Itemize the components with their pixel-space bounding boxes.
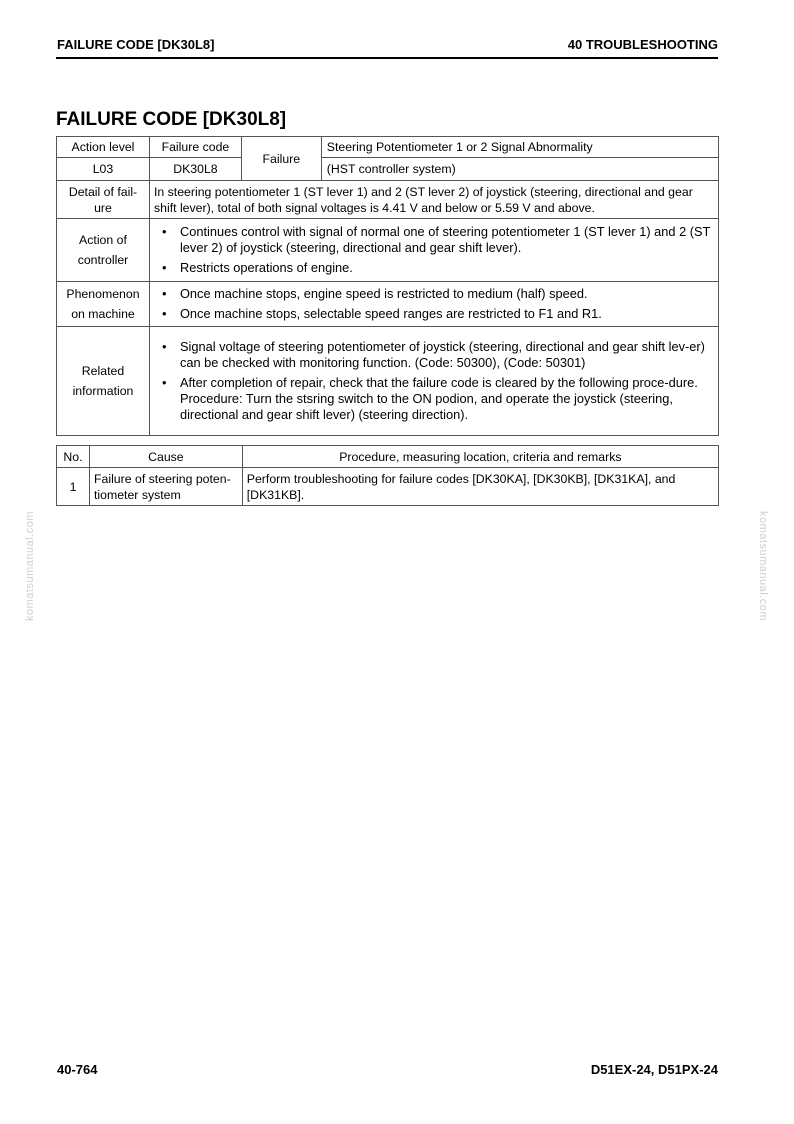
related-item-text: After completion of repair, check that the failure code is cleared by the following proce-dure.: [179, 375, 698, 390]
phenomenon-label: Phenomenon on machine: [57, 282, 150, 327]
bullet-icon: •: [161, 375, 167, 390]
cause-text: Failure of steering poten-tiometer system: [89, 468, 242, 506]
header-section-title: FAILURE CODE [DK30L8]: [57, 37, 215, 52]
page-title: FAILURE CODE [DK30L8]: [56, 109, 287, 130]
cause-no: 1: [57, 468, 90, 506]
action-item-text: Continues control with signal of normal one of steering potentiometer 1 (ST lever 1) and 2 (ST lever 2) of joystick (steering, directional and gear shift lever).: [179, 223, 711, 255]
detail-label: Detail of fail-ure: [57, 181, 150, 219]
bullet-icon: •: [161, 223, 167, 239]
model-name: D51EX-24, D51PX-24: [590, 1062, 718, 1077]
header-chapter-title: 40 TROUBLESHOOTING: [567, 37, 718, 52]
table-row: [57, 468, 719, 506]
action-cell: [149, 219, 718, 282]
cause-header-no: No.: [57, 446, 90, 468]
phenomenon-item-text: Once machine stops, selectable speed ranges are restricted to F1 and R1.: [179, 306, 602, 321]
cause-table: [56, 445, 719, 506]
watermark-right: komatsumanual.com: [757, 511, 769, 621]
action-list: [154, 224, 712, 276]
phenomenon-item-text: Once machine stops, engine speed is restricted to medium (half) speed.: [179, 286, 588, 301]
list-item: [154, 375, 712, 423]
page-number: 40-764: [57, 1062, 98, 1077]
action-level-value: L03: [57, 158, 150, 181]
failure-code-header: Failure code: [149, 137, 241, 158]
phenomenon-cell: [149, 282, 718, 327]
cause-header-procedure: Procedure, measuring location, criteria and remarks: [242, 446, 718, 468]
action-item-text: Restricts operations of engine.: [179, 259, 353, 275]
failure-description-line2: (HST controller system): [321, 158, 718, 181]
related-item-text: Signal voltage of steering potentiometer of joystick (steering, directional and gear shift lev-er) can be checked with monitoring function. (Code: 50300), (Code: 50301): [179, 339, 705, 370]
list-item: [154, 286, 712, 302]
related-procedure-text: Procedure: Turn the stsring switch to the ON podion, and operate the joystick (steering, directional and gear shift lever) (steering direction).: [179, 391, 673, 422]
phenomenon-list: [154, 286, 712, 322]
list-item: [154, 260, 712, 276]
detail-text: In steering potentiometer 1 (ST lever 1) and 2 (ST lever 2) of joystick (steering, directional and gear shift lever), total of both signal voltages is 4.41 V and below or 5.59 V and above.: [149, 181, 718, 219]
bullet-icon: •: [161, 306, 167, 321]
list-item: [154, 339, 712, 371]
cause-header-cause: Cause: [89, 446, 242, 468]
action-level-header: Action level: [57, 137, 150, 158]
related-cell: [149, 327, 718, 436]
failure-code-value: DK30L8: [149, 158, 241, 181]
bullet-icon: •: [161, 339, 167, 354]
related-label: Related information: [57, 327, 150, 436]
list-item: [154, 224, 712, 256]
bullet-icon: •: [161, 259, 167, 275]
action-label: Action of controller: [57, 219, 150, 282]
failure-description-line1: Steering Potentiometer 1 or 2 Signal Abnormality: [321, 137, 718, 158]
failure-header: Failure: [241, 137, 321, 181]
failure-info-table: [56, 136, 719, 436]
list-item: [154, 306, 712, 322]
procedure-text: Perform troubleshooting for failure codes [DK30KA], [DK30KB], [DK31KA], and [DK31KB].: [242, 468, 718, 506]
watermark-left: komatsumanual.com: [24, 511, 36, 621]
related-list: [154, 339, 712, 423]
bullet-icon: •: [161, 286, 167, 301]
header-divider: [56, 57, 718, 59]
